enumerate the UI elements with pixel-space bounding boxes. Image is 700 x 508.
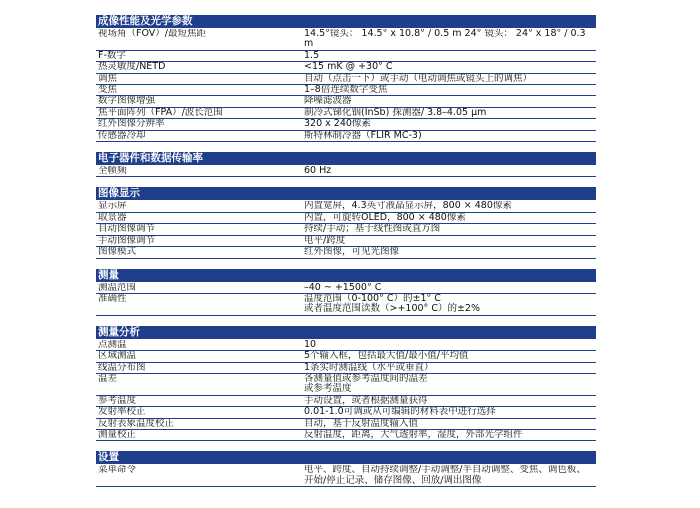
spec-label: 反射表象温度校正 (98, 418, 175, 429)
spec-row (96, 62, 596, 73)
spec-value-line: 14.5°镜头： 14.5° x 10.8° / 0.5 m 24° 镜头： 24° x 18° / 0.3 m (304, 29, 586, 50)
spec-row (96, 247, 596, 258)
spec-label: 传感器冷却 (98, 130, 146, 141)
spec-value (304, 131, 596, 141)
spec-value-line: <15 mK @ +30° C (304, 62, 393, 73)
section-header: 电子器件和数据传输率 (96, 152, 596, 165)
spec-row (96, 201, 596, 212)
spec-value (304, 419, 596, 429)
spec-value (304, 85, 596, 95)
spec-label: 取景器 (98, 212, 127, 223)
spec-row (96, 108, 596, 119)
spec-value (304, 294, 596, 315)
spec-value-line: 内置，可旋转OLED，800 × 480像素 (304, 212, 466, 223)
spec-section (96, 152, 596, 177)
spec-value-line: 内置宽屏，4.3英寸液晶显示屏，800 × 480像素 (304, 201, 512, 212)
spec-label: 温差 (98, 373, 118, 384)
spec-row (96, 407, 596, 418)
spec-label: 调焦 (98, 73, 118, 84)
spec-label: 手动图像调节 (98, 235, 156, 246)
spec-label: 准确性 (98, 293, 127, 304)
spec-label: 显示屏 (98, 201, 127, 212)
spec-row (96, 419, 596, 430)
spec-value-line: 自动（点击一下）或手动（电动调焦或镜头上的调焦） (304, 73, 533, 84)
spec-label: 全帧频 (98, 166, 127, 177)
spec-value-line: 电平、跨度、自动持续调整/手动调整/半自动调整、变焦、调色板、开始/停止记录、储存图像、回放/调出图像 (304, 465, 586, 486)
spec-value-line: 或者温度范围读数（>+100° C）的±2% (304, 303, 480, 315)
spec-value-line: 60 Hz (304, 166, 332, 177)
spec-label: 图像模式 (98, 247, 137, 258)
spec-value (304, 166, 596, 176)
spec-row (96, 166, 596, 177)
spec-row (96, 74, 596, 85)
spec-value (304, 119, 596, 129)
spec-value-line: 10 (304, 339, 317, 350)
spec-row (96, 224, 596, 235)
spec-row (96, 283, 596, 294)
spec-value (304, 430, 596, 440)
spec-value (304, 213, 596, 223)
spec-row (96, 96, 596, 107)
spec-value-line: 持续/手动；基于线性图或直方图 (304, 224, 441, 235)
spec-section (96, 326, 596, 442)
spec-label: 焦平面阵列（FPA）/波长范围 (98, 107, 223, 118)
spec-value-line: 自动，基于反射温度输入值 (304, 418, 419, 429)
section-header: 设置 (96, 451, 596, 464)
spec-row (96, 363, 596, 374)
spec-value-line: 320 x 240像素 (304, 119, 371, 130)
spec-value (304, 236, 596, 246)
spec-label: 发射率校正 (98, 407, 146, 418)
spec-value-line: 各测量值或参考温度间的温差 (304, 373, 428, 384)
spec-label: 菜单命令 (98, 465, 137, 476)
spec-value-line: 红外图像，可见光图像 (304, 247, 400, 258)
spec-row (96, 294, 596, 316)
spec-value-line: 1–8倍连续数字变焦 (304, 85, 388, 96)
spec-value (304, 29, 596, 50)
spec-value (304, 374, 596, 395)
spec-label: 热灵敏度/NETD (98, 62, 166, 73)
spec-value (304, 363, 596, 373)
spec-value (304, 62, 596, 72)
spec-value-line: 电平/跨度 (304, 235, 346, 246)
spec-label: 线温分布图 (98, 362, 146, 373)
spec-section (96, 15, 596, 142)
spec-value-line: 手动设置，或者根据测量获得 (304, 395, 428, 406)
spec-sheet (96, 15, 596, 497)
spec-row (96, 236, 596, 247)
spec-value-line: 1条实时测温线（水平或垂直） (304, 362, 434, 373)
spec-row (96, 213, 596, 224)
section-header: 测量分析 (96, 326, 596, 339)
spec-value (304, 74, 596, 84)
spec-value-line: 降噪滤波器 (304, 96, 352, 107)
spec-label: 参考温度 (98, 395, 137, 406)
spec-row (96, 119, 596, 130)
spec-section (96, 451, 596, 487)
spec-value-line: 5个输入框，包括最大值/最小值/平均值 (304, 351, 469, 362)
spec-value-line: 1.5 (304, 50, 320, 61)
spec-value-line: 反射温度，距离，大气透射率，湿度，外部光学组件 (304, 429, 523, 440)
spec-value-line: 制冷式锑化铟(InSb) 探测器/ 3.8–4.05 μm (304, 107, 487, 118)
spec-section (96, 269, 596, 316)
spec-section (96, 187, 596, 258)
spec-value (304, 351, 596, 361)
section-header: 图像显示 (96, 187, 596, 200)
spec-value (304, 465, 596, 486)
spec-label: 数字图像增强 (98, 96, 156, 107)
spec-value (304, 340, 596, 350)
spec-value (304, 396, 596, 406)
spec-value-line: 斯特林制冷器（FLIR MC-3) (304, 130, 422, 141)
spec-label: 测温范围 (98, 282, 137, 293)
section-header: 成像性能及光学参数 (96, 15, 596, 28)
spec-row (96, 340, 596, 351)
spec-row (96, 430, 596, 441)
spec-row (96, 374, 596, 396)
spec-row (96, 465, 596, 487)
spec-value (304, 247, 596, 257)
spec-value-line: 0.01-1.0可调或从可编辑的材料表中进行选择 (304, 407, 496, 418)
spec-value (304, 201, 596, 211)
spec-label: 测量校正 (98, 429, 137, 440)
spec-value (304, 224, 596, 234)
spec-label: 红外图像分辨率 (98, 119, 165, 130)
spec-row (96, 51, 596, 62)
spec-row (96, 351, 596, 362)
spec-row (96, 85, 596, 96)
spec-label: 区域测温 (98, 351, 137, 362)
spec-value (304, 283, 596, 293)
section-header: 测量 (96, 269, 596, 282)
spec-value-line: 温度范围（0-100° C）的±1° C (304, 293, 441, 304)
spec-value (304, 51, 596, 61)
spec-label: 变焦 (98, 85, 118, 96)
spec-value (304, 108, 596, 118)
spec-label: F-数字 (98, 50, 126, 61)
spec-label: 自动图像调节 (98, 224, 156, 235)
spec-value-line: 或参考温度 (304, 383, 352, 395)
spec-value (304, 407, 596, 417)
spec-row (96, 29, 596, 51)
spec-value (304, 96, 596, 106)
spec-row (96, 131, 596, 142)
spec-value-line: –40 ~ +1500° C (304, 282, 382, 293)
spec-label: 视场角（FOV）/最短焦距 (98, 29, 206, 39)
spec-label: 点测温 (98, 339, 127, 350)
spec-row (96, 396, 596, 407)
